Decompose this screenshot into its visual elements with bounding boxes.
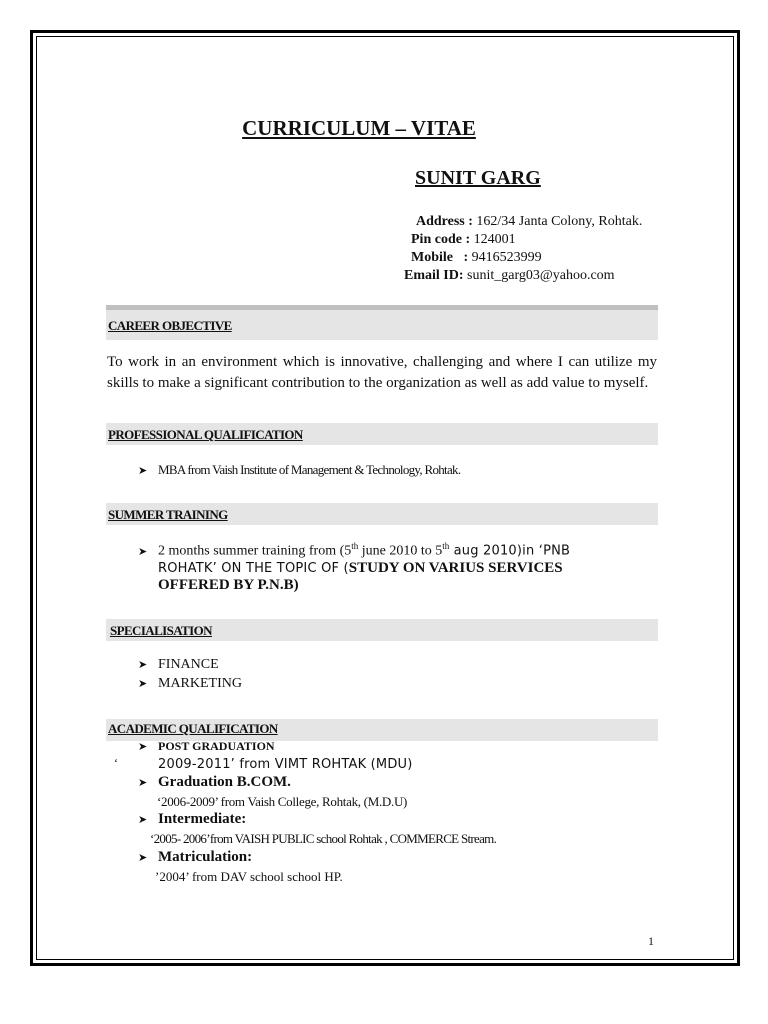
mobile-line: [411, 250, 542, 266]
summer-training-line-3: OFFERED BY P.N.B): [158, 577, 299, 593]
graduation-detail: ‘2006-2009’ from Vaish College, Rohtak, (M.D.U): [157, 794, 408, 809]
matriculation-detail: ’2004’ from DAV school school HP.: [155, 869, 343, 884]
specialisation-heading: SPECIALISATION: [110, 623, 212, 638]
pin-code-line: [411, 232, 516, 248]
arrow-bullet-icon: ➤: [138, 851, 148, 864]
pin-code-label: Pin code :: [411, 232, 471, 247]
summer-training-heading: SUMMER TRAINING: [108, 507, 228, 522]
academic-qualification-heading: ACADEMIC QUALIFICATION: [108, 721, 278, 736]
document-title: CURRICULUM – VITAE: [242, 116, 476, 140]
email-label: Email ID:: [404, 268, 464, 283]
email-line: [404, 268, 615, 284]
arrow-bullet-icon: ➤: [138, 658, 148, 671]
email-value: sunit_garg03@yahoo.com: [467, 268, 615, 283]
page-number: 1: [648, 934, 654, 948]
intermediate-line: ➤ Intermediate:: [138, 811, 247, 827]
post-graduation-quote: ‘: [114, 756, 118, 770]
arrow-bullet-icon: ➤: [138, 464, 148, 477]
arrow-bullet-icon: ➤: [138, 776, 148, 789]
graduation-line: ➤ Graduation B.COM.: [138, 774, 291, 790]
list-item: ➤ FINANCE: [138, 657, 219, 672]
candidate-name: SUNIT GARG: [415, 167, 541, 189]
arrow-bullet-icon: ➤: [138, 740, 148, 753]
arrow-bullet-icon: ➤: [138, 813, 148, 826]
address-label: Address :: [416, 214, 473, 229]
career-objective-text: To work in an environment which is innovative, challenging and where I can utilize my skills to make a significant contribution to the organization as well as add value to myself.: [107, 354, 657, 391]
summer-training-line-2: ROHATK’ ON THE TOPIC OF (STUDY ON VARIUS SERVICES: [158, 560, 563, 576]
arrow-bullet-icon: ➤: [138, 544, 148, 558]
career-objective-heading: CAREER OBJECTIVE: [108, 318, 232, 333]
post-graduation-detail: 2009-2011’ from VIMT ROHTAK (MDU): [158, 757, 413, 772]
post-graduation-line: ➤ POST GRADUATION: [138, 739, 275, 753]
address-line: [416, 214, 642, 230]
professional-qualification-heading: PROFESSIONAL QUALIFICATION: [108, 427, 303, 442]
summer-training-line-1: ➤ 2 months summer training from (5th june 2010 to 5th aug 2010)in ‘PNB: [138, 541, 571, 559]
list-item: ➤ MARKETING: [138, 676, 242, 691]
mobile-value: 9416523999: [471, 250, 542, 265]
intermediate-detail: ‘2005- 2006’from VAISH PUBLIC school Rohtak , COMMERCE Stream.: [150, 831, 497, 846]
matriculation-line: ➤ Matriculation:: [138, 849, 253, 865]
arrow-bullet-icon: ➤: [138, 677, 148, 690]
address-value: 162/34 Janta Colony, Rohtak.: [476, 214, 643, 229]
mobile-label: Mobile :: [411, 250, 469, 265]
list-item: ➤ MBA from Vaish Institute of Management & Technology, Rohtak.: [138, 462, 461, 477]
pin-code-value: 124001: [473, 232, 516, 247]
